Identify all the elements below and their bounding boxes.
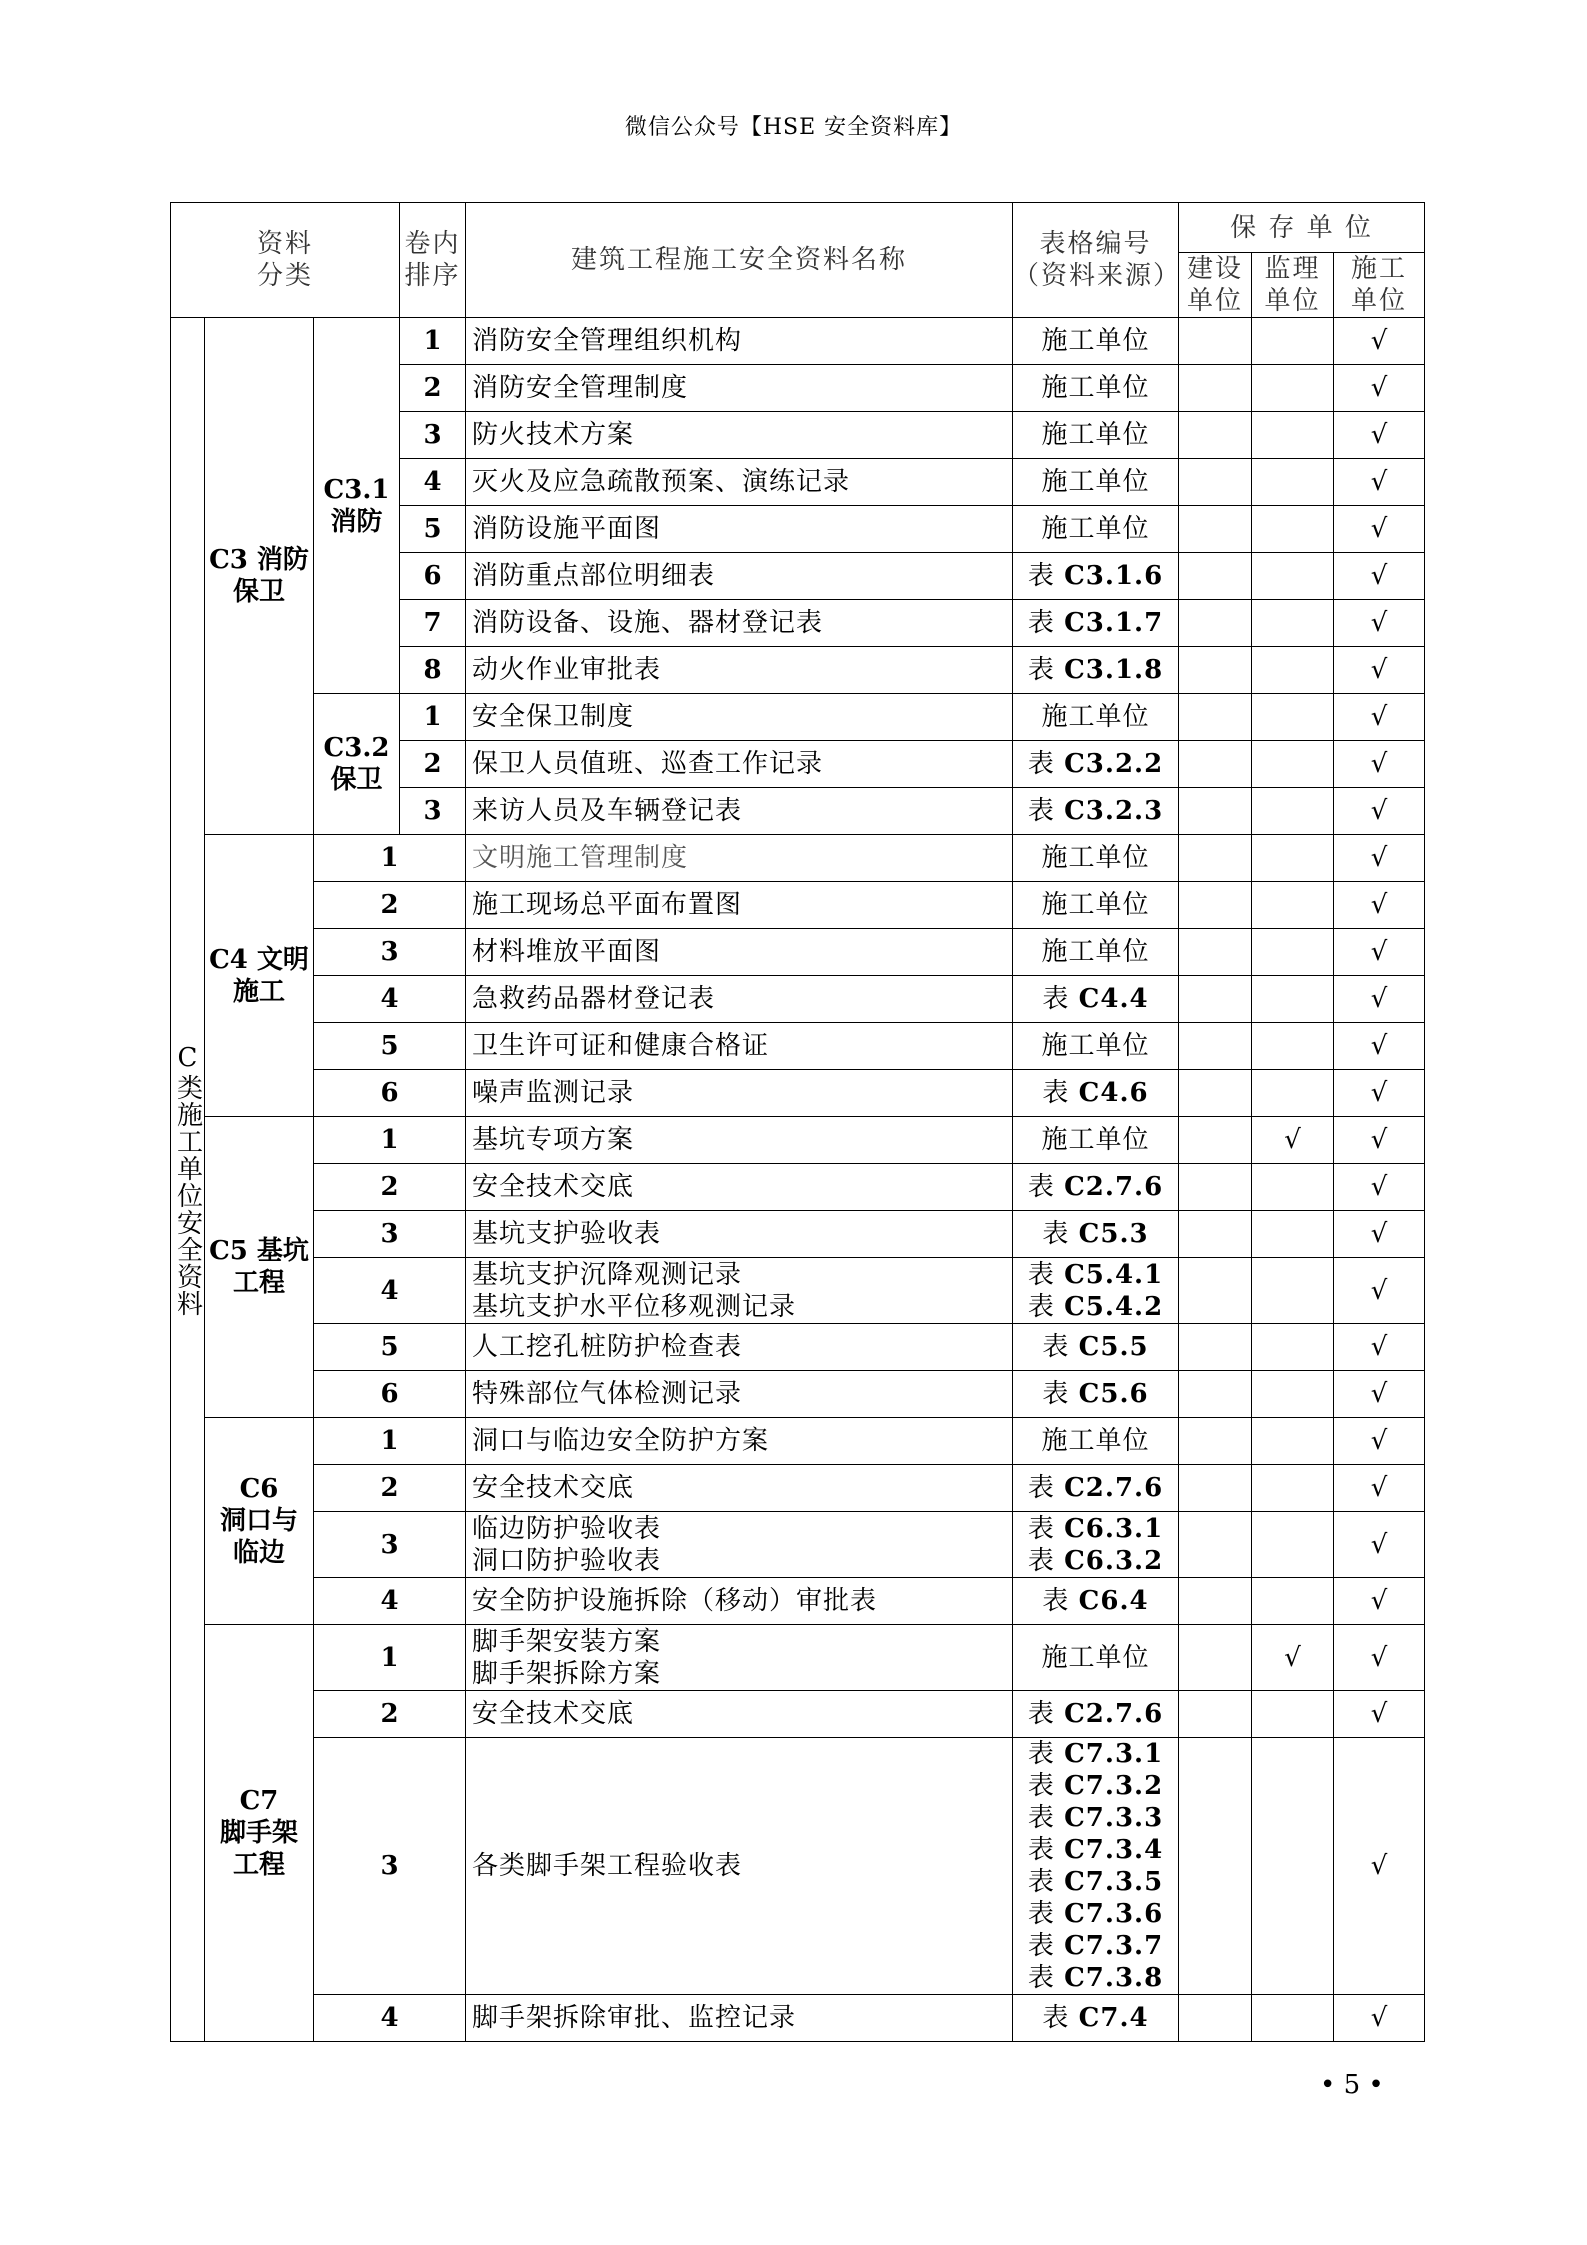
table-row <box>171 882 1425 929</box>
construction-unit-check <box>1179 976 1252 1023</box>
table-row <box>171 1211 1425 1258</box>
row-number: 8 <box>400 647 466 694</box>
record-name: 基坑支护验收表 <box>466 1211 1013 1258</box>
form-number: 表 C3.1.7 <box>1013 600 1179 647</box>
row-number: 2 <box>314 882 466 929</box>
table-row <box>171 1465 1425 1512</box>
table-row <box>171 1995 1425 2042</box>
group-label: C7 脚手架 工程 <box>205 1625 314 2042</box>
form-number: 表 C3.1.6 <box>1013 553 1179 600</box>
form-number: 表 C5.3 <box>1013 1211 1179 1258</box>
row-number: 7 <box>400 600 466 647</box>
record-name: 临边防护验收表 洞口防护验收表 <box>466 1512 1013 1578</box>
form-number: 表 C4.4 <box>1013 976 1179 1023</box>
contractor-unit-check: √ <box>1334 929 1425 976</box>
contractor-unit-check: √ <box>1334 1625 1425 1691</box>
row-number: 5 <box>400 506 466 553</box>
form-number: 表 C2.7.6 <box>1013 1164 1179 1211</box>
group-label: C5 基坑 工程 <box>205 1117 314 1418</box>
row-number: 3 <box>314 929 466 976</box>
construction-unit-check <box>1179 412 1252 459</box>
supervision-unit-check: √ <box>1252 1625 1334 1691</box>
row-number: 2 <box>314 1164 466 1211</box>
form-number: 表 C5.5 <box>1013 1324 1179 1371</box>
contractor-unit-check: √ <box>1334 976 1425 1023</box>
form-number: 表 C5.6 <box>1013 1371 1179 1418</box>
record-name: 安全保卫制度 <box>466 694 1013 741</box>
header-contractor-unit: 施工 单位 <box>1334 253 1425 318</box>
construction-unit-check <box>1179 929 1252 976</box>
supervision-unit-check <box>1252 882 1334 929</box>
row-number: 1 <box>314 835 466 882</box>
supervision-unit-check <box>1252 1023 1334 1070</box>
table-row <box>171 1117 1425 1164</box>
construction-unit-check <box>1179 1578 1252 1625</box>
row-number: 6 <box>400 553 466 600</box>
construction-unit-check <box>1179 1995 1252 2042</box>
record-name: 基坑支护沉降观测记录 基坑支护水平位移观测记录 <box>466 1258 1013 1324</box>
record-name: 来访人员及车辆登记表 <box>466 788 1013 835</box>
row-number: 5 <box>314 1023 466 1070</box>
contractor-unit-check: √ <box>1334 1324 1425 1371</box>
form-number: 施工单位 <box>1013 1023 1179 1070</box>
record-name: 安全技术交底 <box>466 1465 1013 1512</box>
header-supervision-unit: 监理 单位 <box>1252 253 1334 318</box>
table-row <box>171 1371 1425 1418</box>
supervision-unit-check <box>1252 1738 1334 1995</box>
form-number: 施工单位 <box>1013 506 1179 553</box>
form-number: 施工单位 <box>1013 365 1179 412</box>
table-row <box>171 835 1425 882</box>
contractor-unit-check: √ <box>1334 1211 1425 1258</box>
supervision-unit-check <box>1252 647 1334 694</box>
construction-unit-check <box>1179 1418 1252 1465</box>
supervision-unit-check <box>1252 1324 1334 1371</box>
construction-unit-check <box>1179 600 1252 647</box>
contractor-unit-check: √ <box>1334 1512 1425 1578</box>
contractor-unit-check: √ <box>1334 835 1425 882</box>
form-number: 表 C7.4 <box>1013 1995 1179 2042</box>
form-number: 表 C6.4 <box>1013 1578 1179 1625</box>
contractor-unit-check: √ <box>1334 1995 1425 2042</box>
contractor-unit-check: √ <box>1334 318 1425 365</box>
contractor-unit-check: √ <box>1334 647 1425 694</box>
form-number: 施工单位 <box>1013 1625 1179 1691</box>
contractor-unit-check: √ <box>1334 365 1425 412</box>
record-name: 人工挖孔桩防护检查表 <box>466 1324 1013 1371</box>
contractor-unit-check: √ <box>1334 1070 1425 1117</box>
construction-unit-check <box>1179 1738 1252 1995</box>
page-header: 微信公众号【HSE 安全资料库】 <box>624 115 963 140</box>
record-name: 特殊部位气体检测记录 <box>466 1371 1013 1418</box>
table-row <box>171 1258 1425 1324</box>
form-number: 表 C3.2.3 <box>1013 788 1179 835</box>
table-row <box>171 1164 1425 1211</box>
form-number: 表 C4.6 <box>1013 1070 1179 1117</box>
header-storage: 保 存 单 位 <box>1179 203 1425 253</box>
supervision-unit-check <box>1252 1995 1334 2042</box>
contractor-unit-check: √ <box>1334 1023 1425 1070</box>
row-number: 1 <box>314 1418 466 1465</box>
table-row <box>171 1512 1425 1578</box>
construction-unit-check <box>1179 459 1252 506</box>
table-row <box>171 694 1425 741</box>
construction-unit-check <box>1179 882 1252 929</box>
header-name: 建筑工程施工安全资料名称 <box>466 203 1013 318</box>
supervision-unit-check <box>1252 365 1334 412</box>
form-number: 施工单位 <box>1013 835 1179 882</box>
row-number: 2 <box>400 741 466 788</box>
record-name: 洞口与临边安全防护方案 <box>466 1418 1013 1465</box>
subgroup-label: C3.2 保卫 <box>314 694 400 835</box>
record-name: 卫生许可证和健康合格证 <box>466 1023 1013 1070</box>
record-name: 材料堆放平面图 <box>466 929 1013 976</box>
supervision-unit-check <box>1252 1691 1334 1738</box>
row-number: 4 <box>314 1578 466 1625</box>
header-row <box>171 203 1425 253</box>
form-number: 表 C3.1.8 <box>1013 647 1179 694</box>
supervision-unit-check: √ <box>1252 1117 1334 1164</box>
contractor-unit-check: √ <box>1334 1418 1425 1465</box>
construction-unit-check <box>1179 1117 1252 1164</box>
construction-unit-check <box>1179 1371 1252 1418</box>
form-number: 表 C5.4.1 表 C5.4.2 <box>1013 1258 1179 1324</box>
construction-unit-check <box>1179 1164 1252 1211</box>
construction-unit-check <box>1179 1625 1252 1691</box>
supervision-unit-check <box>1252 553 1334 600</box>
supervision-unit-check <box>1252 1418 1334 1465</box>
form-number: 表 C2.7.6 <box>1013 1691 1179 1738</box>
row-number: 1 <box>314 1625 466 1691</box>
construction-unit-check <box>1179 835 1252 882</box>
main-category-text: C类施工单位安全资料 <box>172 1042 203 1317</box>
form-number: 施工单位 <box>1013 1117 1179 1164</box>
form-number: 表 C7.3.1 表 C7.3.2 表 C7.3.3 表 C7.3.4 表 C7.3.5 表 C7.3.6 表 C7.3.7 表 C7.3.8 <box>1013 1738 1179 1995</box>
record-name: 动火作业审批表 <box>466 647 1013 694</box>
record-name: 基坑专项方案 <box>466 1117 1013 1164</box>
record-name: 消防安全管理组织机构 <box>466 318 1013 365</box>
construction-unit-check <box>1179 1070 1252 1117</box>
record-name: 脚手架拆除审批、监控记录 <box>466 1995 1013 2042</box>
construction-unit-check <box>1179 318 1252 365</box>
record-name: 施工现场总平面布置图 <box>466 882 1013 929</box>
row-number: 5 <box>314 1324 466 1371</box>
header-source: 表格编号 （资料来源） <box>1013 203 1179 318</box>
supervision-unit-check <box>1252 1465 1334 1512</box>
row-number: 3 <box>314 1211 466 1258</box>
form-number: 施工单位 <box>1013 412 1179 459</box>
contractor-unit-check: √ <box>1334 506 1425 553</box>
record-name: 急救药品器材登记表 <box>466 976 1013 1023</box>
supervision-unit-check <box>1252 976 1334 1023</box>
contractor-unit-check: √ <box>1334 882 1425 929</box>
construction-unit-check <box>1179 1211 1252 1258</box>
table-row <box>171 929 1425 976</box>
contractor-unit-check: √ <box>1334 459 1425 506</box>
record-name: 消防设施平面图 <box>466 506 1013 553</box>
supervision-unit-check <box>1252 788 1334 835</box>
contractor-unit-check: √ <box>1334 1117 1425 1164</box>
construction-unit-check <box>1179 1691 1252 1738</box>
supervision-unit-check <box>1252 1512 1334 1578</box>
contractor-unit-check: √ <box>1334 553 1425 600</box>
record-name: 灭火及应急疏散预案、演练记录 <box>466 459 1013 506</box>
record-name: 保卫人员值班、巡查工作记录 <box>466 741 1013 788</box>
subgroup-label: C3.1 消防 <box>314 318 400 694</box>
row-number: 3 <box>314 1512 466 1578</box>
construction-unit-check <box>1179 553 1252 600</box>
row-number: 2 <box>400 365 466 412</box>
table-row <box>171 1070 1425 1117</box>
row-number: 1 <box>400 694 466 741</box>
contractor-unit-check: √ <box>1334 1691 1425 1738</box>
form-number: 施工单位 <box>1013 694 1179 741</box>
row-number: 4 <box>314 1258 466 1324</box>
contractor-unit-check: √ <box>1334 412 1425 459</box>
table-row <box>171 1738 1425 1995</box>
form-number: 表 C2.7.6 <box>1013 1465 1179 1512</box>
construction-unit-check <box>1179 1465 1252 1512</box>
table-row <box>171 1324 1425 1371</box>
construction-unit-check <box>1179 1258 1252 1324</box>
record-name: 安全防护设施拆除（移动）审批表 <box>466 1578 1013 1625</box>
record-name: 消防安全管理制度 <box>466 365 1013 412</box>
supervision-unit-check <box>1252 694 1334 741</box>
construction-unit-check <box>1179 506 1252 553</box>
supervision-unit-check <box>1252 1211 1334 1258</box>
supervision-unit-check <box>1252 318 1334 365</box>
record-name: 各类脚手架工程验收表 <box>466 1738 1013 1995</box>
contractor-unit-check: √ <box>1334 1164 1425 1211</box>
record-name: 文明施工管理制度 <box>466 835 1013 882</box>
supervision-unit-check <box>1252 1258 1334 1324</box>
safety-records-table <box>170 202 1425 2042</box>
table-row <box>171 1023 1425 1070</box>
header-category: 资料 分类 <box>171 203 400 318</box>
supervision-unit-check <box>1252 1070 1334 1117</box>
supervision-unit-check <box>1252 459 1334 506</box>
construction-unit-check <box>1179 1512 1252 1578</box>
supervision-unit-check <box>1252 600 1334 647</box>
table-row <box>171 1418 1425 1465</box>
record-name: 安全技术交底 <box>466 1164 1013 1211</box>
contractor-unit-check: √ <box>1334 1371 1425 1418</box>
row-number: 2 <box>314 1691 466 1738</box>
contractor-unit-check: √ <box>1334 1578 1425 1625</box>
row-number: 1 <box>314 1117 466 1164</box>
form-number: 表 C6.3.1 表 C6.3.2 <box>1013 1512 1179 1578</box>
contractor-unit-check: √ <box>1334 1738 1425 1995</box>
form-number: 施工单位 <box>1013 318 1179 365</box>
row-number: 4 <box>400 459 466 506</box>
group-label: C4 文明 施工 <box>205 835 314 1117</box>
table-row <box>171 1691 1425 1738</box>
row-number: 6 <box>314 1070 466 1117</box>
record-name: 安全技术交底 <box>466 1691 1013 1738</box>
construction-unit-check <box>1179 788 1252 835</box>
supervision-unit-check <box>1252 1371 1334 1418</box>
page-number: • 5 • <box>1320 2070 1384 2100</box>
supervision-unit-check <box>1252 929 1334 976</box>
supervision-unit-check <box>1252 741 1334 788</box>
construction-unit-check <box>1179 1023 1252 1070</box>
main-category-label <box>171 318 205 2042</box>
contractor-unit-check: √ <box>1334 741 1425 788</box>
contractor-unit-check: √ <box>1334 788 1425 835</box>
row-number: 1 <box>400 318 466 365</box>
record-name: 脚手架安装方案 脚手架拆除方案 <box>466 1625 1013 1691</box>
table-row <box>171 1578 1425 1625</box>
group-label: C3 消防保卫 <box>205 318 314 835</box>
form-number: 施工单位 <box>1013 929 1179 976</box>
supervision-unit-check <box>1252 1164 1334 1211</box>
header-order: 卷内 排序 <box>400 203 466 318</box>
supervision-unit-check <box>1252 506 1334 553</box>
row-number: 2 <box>314 1465 466 1512</box>
group-label: C6 洞口与 临边 <box>205 1418 314 1625</box>
table-row <box>171 318 1425 365</box>
contractor-unit-check: √ <box>1334 1258 1425 1324</box>
supervision-unit-check <box>1252 1578 1334 1625</box>
contractor-unit-check: √ <box>1334 1465 1425 1512</box>
record-name: 消防设备、设施、器材登记表 <box>466 600 1013 647</box>
contractor-unit-check: √ <box>1334 600 1425 647</box>
form-number: 施工单位 <box>1013 1418 1179 1465</box>
construction-unit-check <box>1179 365 1252 412</box>
row-number: 4 <box>314 976 466 1023</box>
row-number: 6 <box>314 1371 466 1418</box>
record-name: 噪声监测记录 <box>466 1070 1013 1117</box>
construction-unit-check <box>1179 694 1252 741</box>
row-number: 3 <box>400 412 466 459</box>
form-number: 表 C3.2.2 <box>1013 741 1179 788</box>
construction-unit-check <box>1179 1324 1252 1371</box>
form-number: 施工单位 <box>1013 882 1179 929</box>
row-number: 3 <box>314 1738 466 1995</box>
row-number: 3 <box>400 788 466 835</box>
construction-unit-check <box>1179 741 1252 788</box>
table-row <box>171 976 1425 1023</box>
record-name: 防火技术方案 <box>466 412 1013 459</box>
supervision-unit-check <box>1252 412 1334 459</box>
form-number: 施工单位 <box>1013 459 1179 506</box>
row-number: 4 <box>314 1995 466 2042</box>
table-row <box>171 1625 1425 1691</box>
header-construction-unit: 建设 单位 <box>1179 253 1252 318</box>
contractor-unit-check: √ <box>1334 694 1425 741</box>
supervision-unit-check <box>1252 835 1334 882</box>
construction-unit-check <box>1179 647 1252 694</box>
record-name: 消防重点部位明细表 <box>466 553 1013 600</box>
